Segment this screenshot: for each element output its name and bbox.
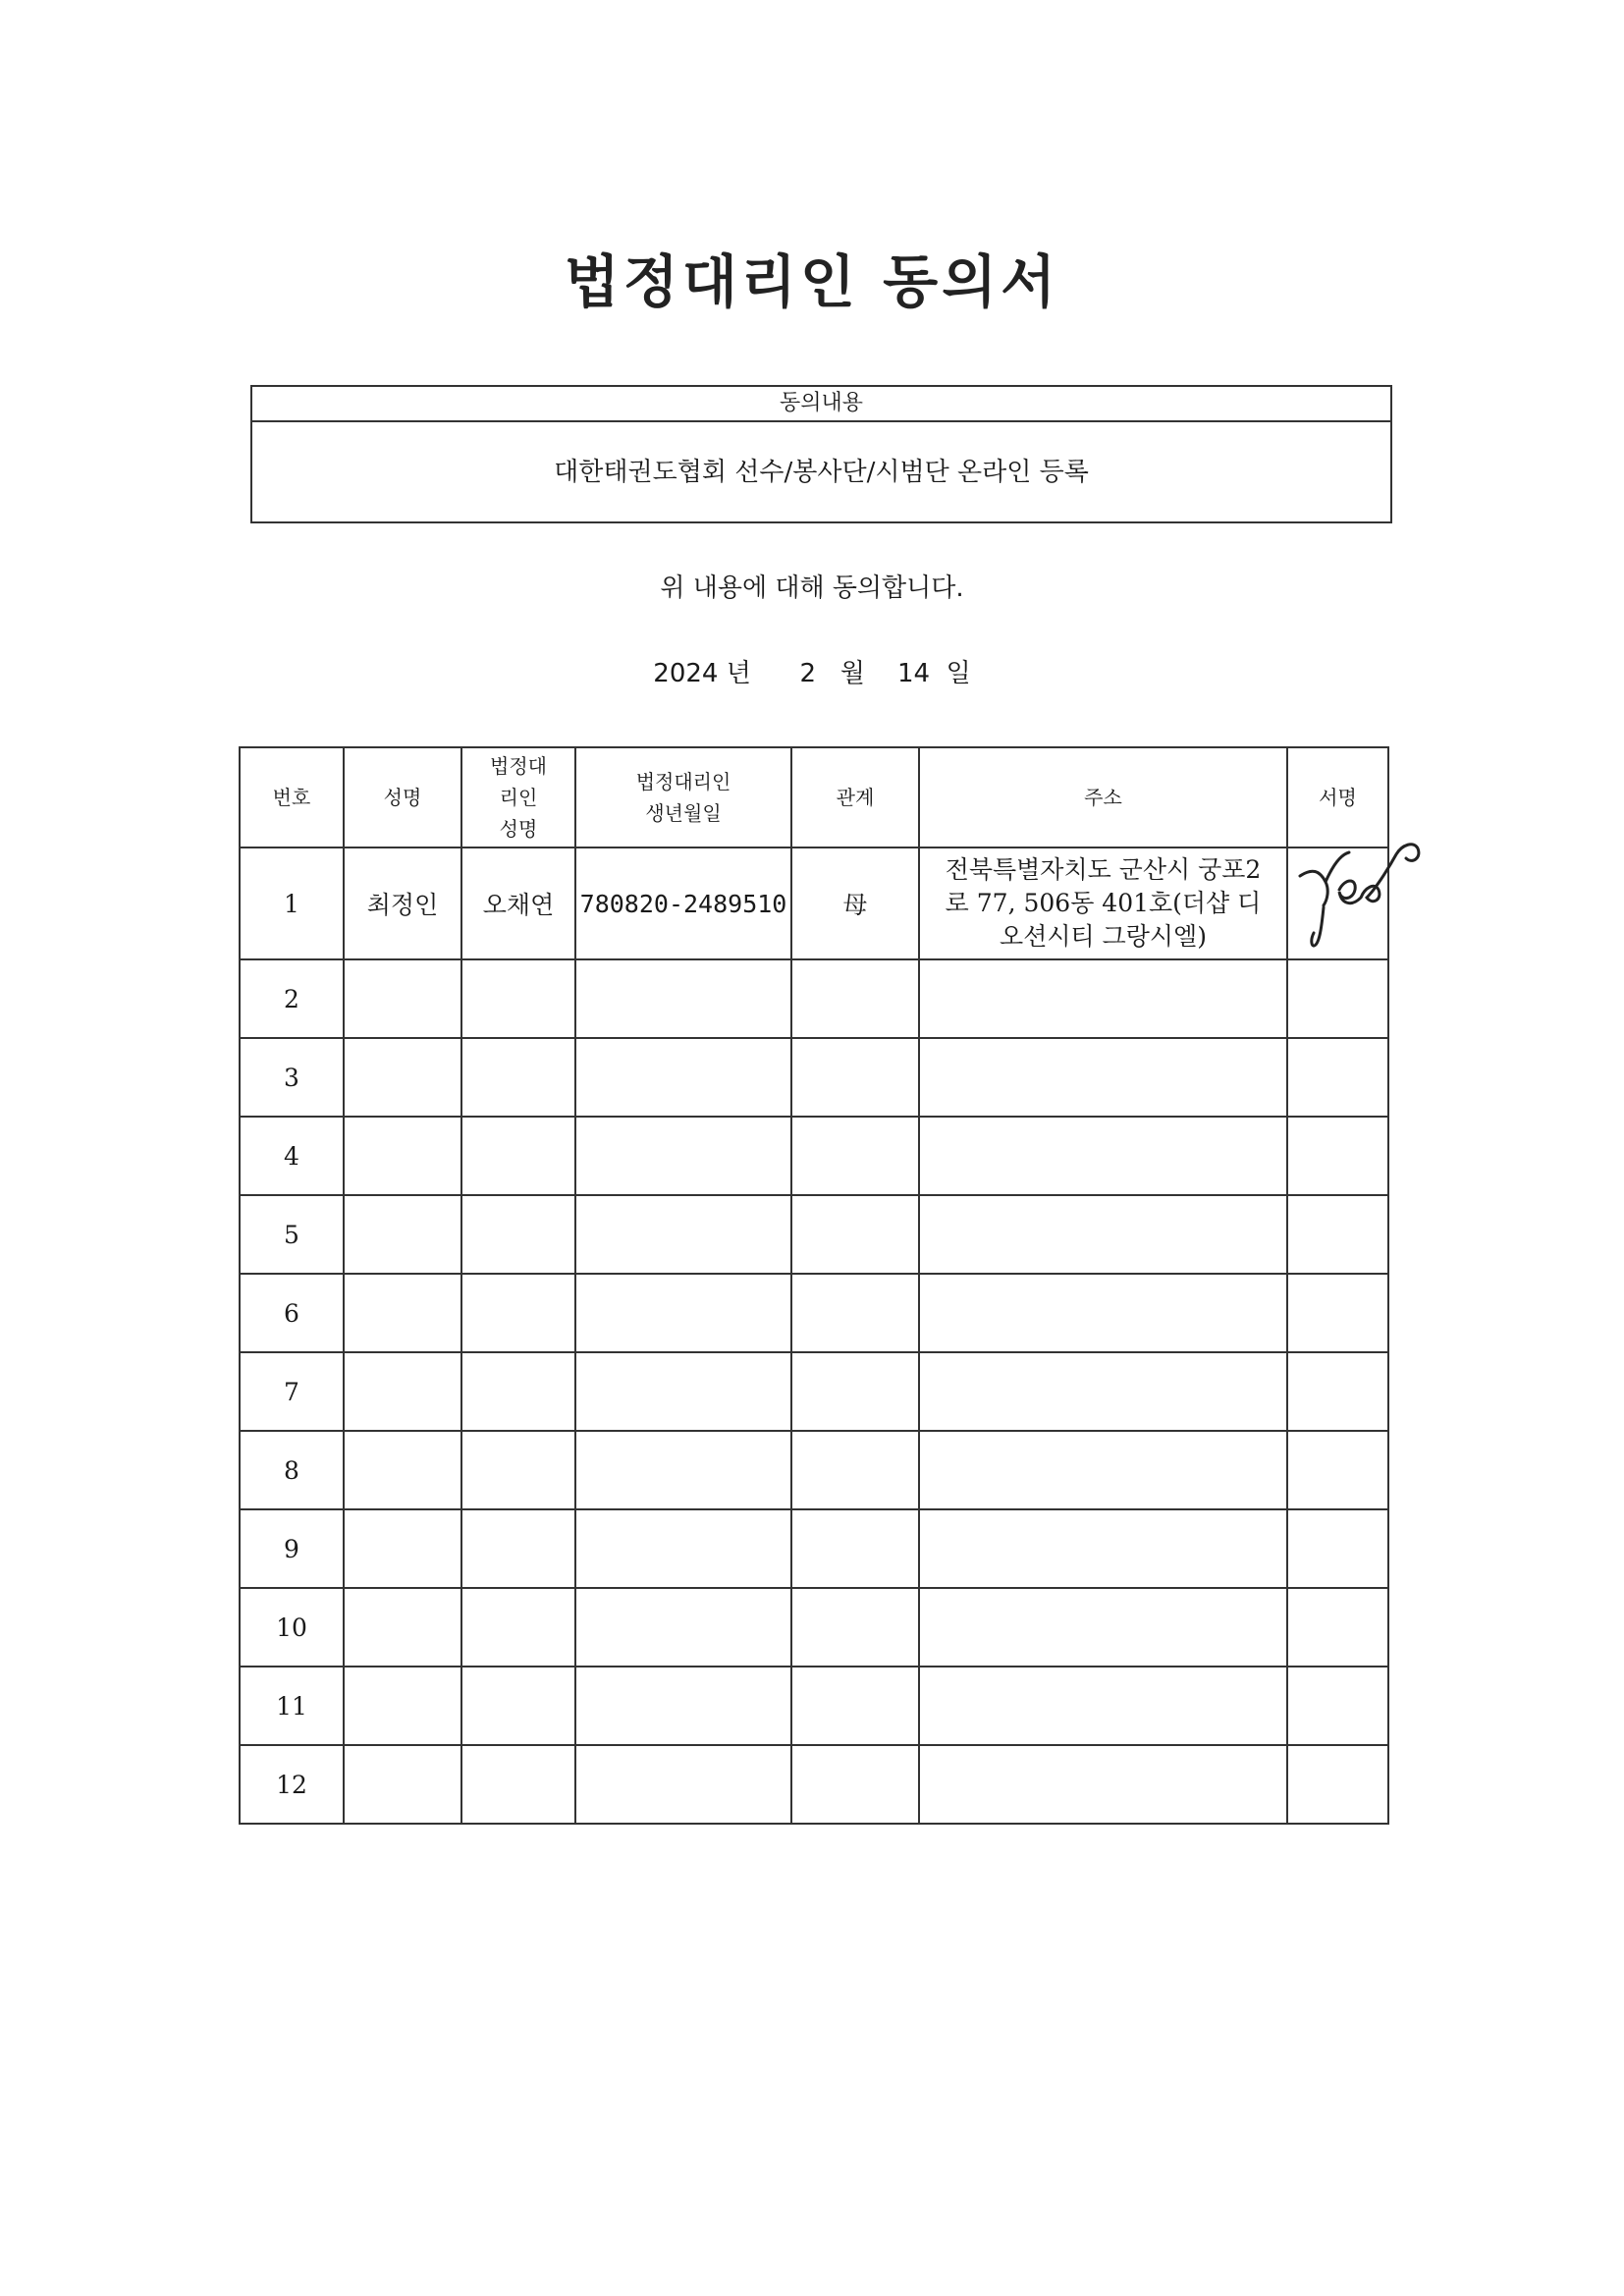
cell-relation [791,1509,919,1588]
cell-address [919,1117,1287,1195]
cell-number: 8 [240,1431,344,1509]
cell-guardian-birth [575,1038,791,1117]
cell-address [919,847,1287,959]
cell-number: 1 [240,847,344,959]
cell-address [919,1274,1287,1352]
cell-guardian-birth [575,1667,791,1745]
cell-guardian-birth [575,1745,791,1824]
cell-name [344,1667,461,1745]
cell-address [919,1509,1287,1588]
cell-address [919,1352,1287,1431]
date-day: 14 [896,659,931,688]
cell-guardian-birth [575,1117,791,1195]
cell-signature [1287,1352,1388,1431]
cell-guardian-birth [575,1509,791,1588]
table-row [240,1509,1388,1588]
cell-relation: 母 [791,847,919,959]
cell-guardian-name [461,1352,575,1431]
header-guardian-name [461,747,575,847]
cell-address [919,1667,1287,1745]
cell-guardian-name [461,1117,575,1195]
table-header-row [240,747,1388,847]
cell-signature [1287,1588,1388,1667]
cell-guardian-birth: 780820-2489510 [575,847,791,959]
cell-relation [791,1038,919,1117]
cell-relation [791,959,919,1038]
cell-relation [791,1274,919,1352]
cell-guardian-birth [575,1274,791,1352]
cell-name [344,1117,461,1195]
cell-guardian-birth [575,1431,791,1509]
cell-relation [791,1117,919,1195]
address-line: 전북특별자치도 군산시 궁포2 [945,855,1262,884]
cell-signature [1287,959,1388,1038]
header-address: 주소 [919,747,1287,847]
date-line [0,653,1624,689]
cell-name [344,1431,461,1509]
table-row [240,1745,1388,1824]
date-year: 2024 [653,659,719,688]
date-day-unit: 일 [946,659,971,688]
cell-number: 4 [240,1117,344,1195]
cell-guardian-birth [575,1588,791,1667]
cell-number: 9 [240,1509,344,1588]
header-guardian-birth-line: 법정대리인 [635,770,731,793]
consent-body: 대한태권도협회 선수/봉사단/시범단 온라인 등록 [554,458,1089,487]
header-number: 번호 [240,747,344,847]
cell-address [919,1038,1287,1117]
cell-address [919,1431,1287,1509]
table-row [240,847,1388,959]
table-row [240,1038,1388,1117]
cell-guardian-name [461,1509,575,1588]
header-guardian-name-line: 리인 [499,786,538,809]
cell-number: 3 [240,1038,344,1117]
cell-relation [791,1195,919,1274]
cell-number: 11 [240,1667,344,1745]
cell-name [344,1195,461,1274]
cell-guardian-name [461,1667,575,1745]
header-guardian-birth [575,747,791,847]
handwritten-signature [1280,819,1428,957]
date-month: 2 [799,659,816,688]
cell-signature [1287,1195,1388,1274]
document-title: 법정대리인 동의서 [564,248,1060,315]
header-guardian-name-line: 성명 [499,817,538,841]
address-line: 로 77, 506동 401호(더샵 디 [945,889,1262,917]
cell-relation [791,1667,919,1745]
cell-signature [1287,847,1388,959]
cell-address [919,959,1287,1038]
cell-relation [791,1352,919,1431]
cell-guardian-name [461,1588,575,1667]
cell-signature [1287,1509,1388,1588]
cell-guardian-name: 오채연 [461,847,575,959]
cell-name [344,1509,461,1588]
cell-relation [791,1431,919,1509]
date-month-unit: 월 [839,659,865,688]
header-relation: 관계 [791,747,919,847]
consent-header: 동의내용 [252,387,1390,422]
cell-address [919,1588,1287,1667]
cell-number: 7 [240,1352,344,1431]
cell-number: 5 [240,1195,344,1274]
cell-name [344,1274,461,1352]
cell-guardian-name [461,1431,575,1509]
table-row [240,1195,1388,1274]
cell-guardian-name [461,1745,575,1824]
cell-name [344,1038,461,1117]
cell-name [344,959,461,1038]
table-row [240,1588,1388,1667]
agree-statement: 위 내용에 대해 동의합니다. [660,574,964,603]
cell-address [919,1195,1287,1274]
consent-content-box [250,385,1392,523]
header-guardian-name-line: 법정대 [490,754,547,778]
cell-guardian-birth [575,1195,791,1274]
address-line: 오션시티 그랑시엘) [1000,922,1207,951]
date-year-unit: 년 [726,659,751,688]
cell-number: 2 [240,959,344,1038]
cell-guardian-name [461,959,575,1038]
cell-relation [791,1588,919,1667]
cell-guardian-birth [575,1352,791,1431]
cell-guardian-birth [575,959,791,1038]
cell-name [344,1745,461,1824]
cell-name [344,1352,461,1431]
header-guardian-birth-line: 생년월일 [645,801,722,825]
cell-signature [1287,1745,1388,1824]
cell-signature [1287,1431,1388,1509]
cell-guardian-name [461,1195,575,1274]
cell-number: 10 [240,1588,344,1667]
header-name: 성명 [344,747,461,847]
cell-name: 최정인 [344,847,461,959]
cell-signature [1287,1274,1388,1352]
cell-address [919,1745,1287,1824]
header-signature: 서명 [1287,747,1388,847]
table-row [240,1431,1388,1509]
cell-guardian-name [461,1274,575,1352]
cell-name [344,1588,461,1667]
cell-relation [791,1745,919,1824]
cell-guardian-name [461,1038,575,1117]
table-row [240,959,1388,1038]
table-row [240,1274,1388,1352]
cell-number: 6 [240,1274,344,1352]
table-row [240,1352,1388,1431]
cell-number: 12 [240,1745,344,1824]
guardian-table [239,746,1389,1825]
cell-signature [1287,1667,1388,1745]
cell-signature [1287,1117,1388,1195]
table-row [240,1667,1388,1745]
cell-signature [1287,1038,1388,1117]
table-row [240,1117,1388,1195]
